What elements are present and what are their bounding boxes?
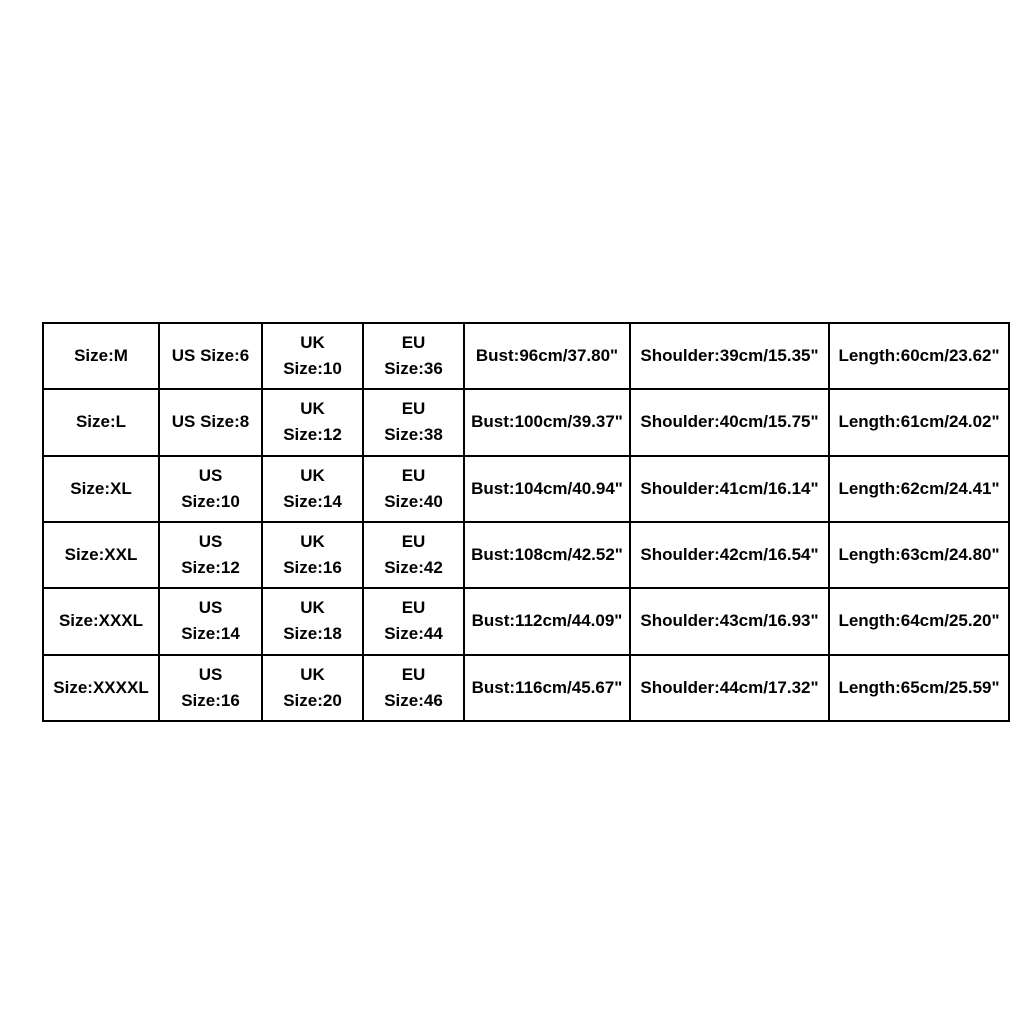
shoulder-cell: Shoulder:42cm/16.54" bbox=[630, 522, 829, 588]
bust-cell: Bust:116cm/45.67" bbox=[464, 655, 630, 721]
bust-cell: Bust:112cm/44.09" bbox=[464, 588, 630, 654]
length-cell: Length:60cm/23.62" bbox=[829, 323, 1009, 389]
uk-size-cell: UK Size:10 bbox=[262, 323, 363, 389]
eu-size-cell: EU Size:36 bbox=[363, 323, 464, 389]
us-size-cell: US Size:10 bbox=[159, 456, 262, 522]
size-cell: Size:XXXXL bbox=[43, 655, 159, 721]
uk-size-cell: UK Size:20 bbox=[262, 655, 363, 721]
bust-cell: Bust:100cm/39.37" bbox=[464, 389, 630, 455]
us-size-cell: US Size:6 bbox=[159, 323, 262, 389]
shoulder-cell: Shoulder:41cm/16.14" bbox=[630, 456, 829, 522]
table-row bbox=[43, 522, 1009, 588]
us-size-cell: US Size:12 bbox=[159, 522, 262, 588]
bust-cell: Bust:104cm/40.94" bbox=[464, 456, 630, 522]
us-size-cell: US Size:14 bbox=[159, 588, 262, 654]
table-row bbox=[43, 456, 1009, 522]
uk-size-cell: UK Size:14 bbox=[262, 456, 363, 522]
eu-size-cell: EU Size:42 bbox=[363, 522, 464, 588]
eu-size-cell: EU Size:44 bbox=[363, 588, 464, 654]
eu-size-cell: EU Size:46 bbox=[363, 655, 464, 721]
uk-size-cell: UK Size:12 bbox=[262, 389, 363, 455]
length-cell: Length:64cm/25.20" bbox=[829, 588, 1009, 654]
table-row bbox=[43, 389, 1009, 455]
uk-size-cell: UK Size:16 bbox=[262, 522, 363, 588]
us-size-cell: US Size:16 bbox=[159, 655, 262, 721]
size-cell: Size:M bbox=[43, 323, 159, 389]
eu-size-cell: EU Size:38 bbox=[363, 389, 464, 455]
uk-size-cell: UK Size:18 bbox=[262, 588, 363, 654]
size-cell: Size:L bbox=[43, 389, 159, 455]
eu-size-cell: EU Size:40 bbox=[363, 456, 464, 522]
length-cell: Length:61cm/24.02" bbox=[829, 389, 1009, 455]
size-cell: Size:XXXL bbox=[43, 588, 159, 654]
shoulder-cell: Shoulder:40cm/15.75" bbox=[630, 389, 829, 455]
table-row bbox=[43, 588, 1009, 654]
bust-cell: Bust:96cm/37.80" bbox=[464, 323, 630, 389]
length-cell: Length:62cm/24.41" bbox=[829, 456, 1009, 522]
size-cell: Size:XXL bbox=[43, 522, 159, 588]
size-cell: Size:XL bbox=[43, 456, 159, 522]
shoulder-cell: Shoulder:39cm/15.35" bbox=[630, 323, 829, 389]
bust-cell: Bust:108cm/42.52" bbox=[464, 522, 630, 588]
size-chart-table bbox=[42, 322, 1010, 722]
length-cell: Length:63cm/24.80" bbox=[829, 522, 1009, 588]
table-row bbox=[43, 655, 1009, 721]
table-row bbox=[43, 323, 1009, 389]
length-cell: Length:65cm/25.59" bbox=[829, 655, 1009, 721]
shoulder-cell: Shoulder:43cm/16.93" bbox=[630, 588, 829, 654]
shoulder-cell: Shoulder:44cm/17.32" bbox=[630, 655, 829, 721]
us-size-cell: US Size:8 bbox=[159, 389, 262, 455]
